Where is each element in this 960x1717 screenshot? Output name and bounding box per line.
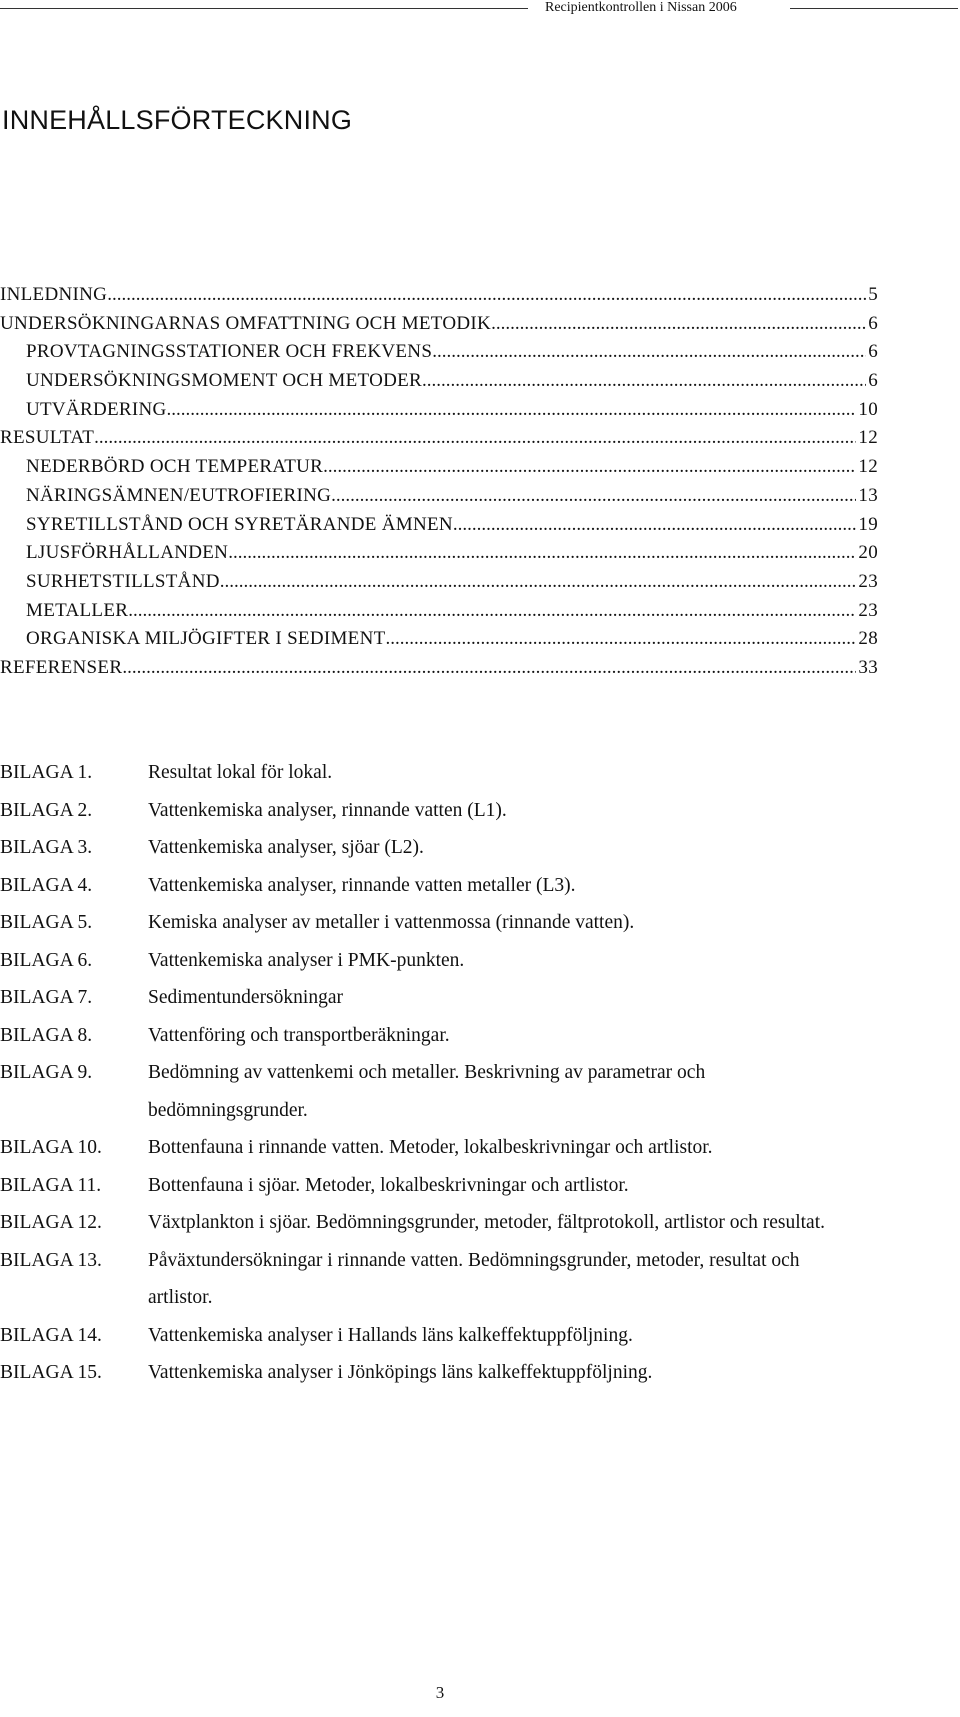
toc-entry-label: SURHETSTILLSTÅND <box>26 570 220 592</box>
toc-entry-page: 10 <box>858 398 878 420</box>
appendix-label: BILAGA 6. <box>0 949 93 971</box>
toc-entry-label: REFERENSER <box>0 656 123 678</box>
toc-leader-dots <box>331 482 856 511</box>
table-of-contents <box>0 281 878 683</box>
appendix-entry <box>0 979 900 1017</box>
toc-entry-page: 12 <box>858 427 878 449</box>
appendix-entry <box>0 1317 900 1355</box>
appendix-description: Resultat lokal för lokal. <box>148 762 333 783</box>
toc-entry-page: 23 <box>858 570 878 592</box>
appendix-label: BILAGA 7. <box>0 987 93 1008</box>
appendix-description: Sedimentundersökningar <box>148 987 343 1008</box>
toc-entry-page: 6 <box>868 312 878 334</box>
running-title: Recipientkontrollen i Nissan 2006 <box>545 0 737 15</box>
appendix-description: Vattenkemiska analyser i PMK-punkten. <box>148 949 465 971</box>
appendix-description: Vattenkemiska analyser i Hallands läns kalkeffektuppföljning. <box>148 1324 633 1346</box>
appendix-entry <box>0 792 900 830</box>
appendix-label: BILAGA 5. <box>0 912 93 933</box>
toc-entry[interactable] <box>0 310 878 339</box>
appendix-label: BILAGA 14. <box>0 1324 102 1346</box>
toc-entry[interactable] <box>0 511 878 540</box>
header-rule-right <box>790 8 958 9</box>
toc-entry-label: UTVÄRDERING <box>26 398 167 420</box>
appendix-entry <box>0 1054 900 1129</box>
toc-entry-label: SYRETILLSTÅND OCH SYRETÄRANDE ÄMNEN <box>26 513 453 535</box>
toc-leader-dots <box>422 367 866 396</box>
appendix-entry <box>0 1017 900 1055</box>
toc-entry[interactable] <box>0 654 878 683</box>
appendix-label: BILAGA 11. <box>0 1174 102 1196</box>
appendix-label: BILAGA 2. <box>0 799 93 821</box>
toc-entry-page: 28 <box>858 628 878 650</box>
toc-entry[interactable] <box>0 367 878 396</box>
appendix-label: BILAGA 15. <box>0 1362 102 1383</box>
toc-entry[interactable] <box>0 396 878 425</box>
toc-entry-label: RESULTAT <box>0 427 95 449</box>
toc-leader-dots <box>94 424 856 453</box>
appendix-entry <box>0 829 900 867</box>
toc-leader-dots <box>128 597 856 626</box>
appendix-entry <box>0 904 900 942</box>
appendix-entry <box>0 867 900 905</box>
appendix-entry <box>0 1242 900 1317</box>
appendix-label: BILAGA 3. <box>0 837 93 858</box>
appendix-description: Vattenkemiska analyser, rinnande vatten metaller (L3). <box>148 874 576 896</box>
appendix-description: Påväxtundersökningar i rinnande vatten. Bedömningsgrunder, metoder, resultat och artlistor. <box>148 1249 800 1308</box>
toc-entry-label: NEDERBÖRD OCH TEMPERATUR <box>26 456 324 478</box>
toc-entry-page: 12 <box>858 456 878 478</box>
toc-entry[interactable] <box>0 424 878 453</box>
toc-entry-page: 5 <box>868 284 878 305</box>
toc-entry-label: UNDERSÖKNINGARNAS OMFATTNING OCH METODIK <box>0 312 492 334</box>
appendix-entry <box>0 942 900 980</box>
appendix-label: BILAGA 9. <box>0 1062 93 1083</box>
toc-entry-label: METALLER <box>26 599 129 621</box>
appendix-label: BILAGA 8. <box>0 1024 93 1046</box>
toc-entry-page: 6 <box>868 341 878 363</box>
toc-entry[interactable] <box>0 625 878 654</box>
toc-leader-dots <box>122 654 856 683</box>
appendix-entry <box>0 754 900 792</box>
appendix-description: Vattenkemiska analyser i Jönköpings läns kalkeffektuppföljning. <box>148 1362 653 1383</box>
toc-leader-dots <box>491 310 866 339</box>
toc-entry-label: ORGANISKA MILJÖGIFTER I SEDIMENT <box>26 628 386 650</box>
toc-entry-label: INLEDNING <box>0 284 108 305</box>
appendix-label: BILAGA 1. <box>0 762 93 783</box>
toc-entry-page: 20 <box>858 542 878 564</box>
toc-leader-dots <box>453 511 856 540</box>
appendix-list <box>0 754 900 1392</box>
toc-entry-label: LJUSFÖRHÅLLANDEN <box>26 542 229 564</box>
appendix-description: Växtplankton i sjöar. Bedömningsgrunder, metoder, fältprotokoll, artlistor och resultat. <box>148 1212 826 1233</box>
appendix-description: Bottenfauna i sjöar. Metoder, lokalbeskrivningar och artlistor. <box>148 1174 629 1196</box>
toc-leader-dots <box>323 453 856 482</box>
appendix-description: Vattenföring och transportberäkningar. <box>148 1024 450 1046</box>
appendix-description: Bedömning av vattenkemi och metaller. Beskrivning av parametrar och bedömningsgrunder. <box>148 1062 706 1121</box>
toc-entry-label: UNDERSÖKNINGSMOMENT OCH METODER <box>26 370 423 392</box>
page-title: INNEHÅLLSFÖRTECKNING <box>2 105 353 135</box>
appendix-entry <box>0 1354 900 1392</box>
appendix-label: BILAGA 4. <box>0 874 93 896</box>
toc-entry-label: NÄRINGSÄMNEN/EUTROFIERING <box>26 484 332 506</box>
toc-leader-dots <box>167 396 857 425</box>
appendix-description: Kemiska analyser av metaller i vattenmossa (rinnande vatten). <box>148 912 635 933</box>
toc-entry-page: 19 <box>858 513 878 535</box>
toc-entry[interactable] <box>0 568 878 597</box>
toc-entry[interactable] <box>0 482 878 511</box>
toc-entry-page: 33 <box>858 656 878 678</box>
appendix-label: BILAGA 13. <box>0 1249 102 1271</box>
appendix-entry <box>0 1204 900 1242</box>
page-number: 3 <box>435 1683 445 1702</box>
toc-entry[interactable] <box>0 539 878 568</box>
toc-leader-dots <box>220 568 857 597</box>
appendix-description: Vattenkemiska analyser, rinnande vatten (L1). <box>148 799 507 821</box>
appendix-description: Vattenkemiska analyser, sjöar (L2). <box>148 837 424 858</box>
appendix-entry <box>0 1129 900 1167</box>
toc-entry-label: PROVTAGNINGSSTATIONER OCH FREKVENS <box>26 341 433 363</box>
toc-leader-dots <box>432 338 866 367</box>
toc-entry-page: 6 <box>868 370 878 392</box>
toc-entry[interactable] <box>0 453 878 482</box>
toc-entry-page: 13 <box>858 484 878 506</box>
appendix-label: BILAGA 12. <box>0 1212 102 1233</box>
toc-leader-dots <box>228 539 856 568</box>
header-rule-left <box>0 8 528 9</box>
toc-entry[interactable] <box>0 597 878 626</box>
running-header <box>0 0 960 20</box>
appendix-label: BILAGA 10. <box>0 1137 102 1158</box>
toc-entry[interactable] <box>0 338 878 367</box>
toc-entry-page: 23 <box>858 599 878 621</box>
toc-leader-dots <box>107 281 866 310</box>
toc-leader-dots <box>386 625 857 654</box>
toc-entry[interactable] <box>0 281 878 310</box>
appendix-description: Bottenfauna i rinnande vatten. Metoder, lokalbeskrivningar och artlistor. <box>148 1137 713 1158</box>
appendix-entry <box>0 1167 900 1205</box>
